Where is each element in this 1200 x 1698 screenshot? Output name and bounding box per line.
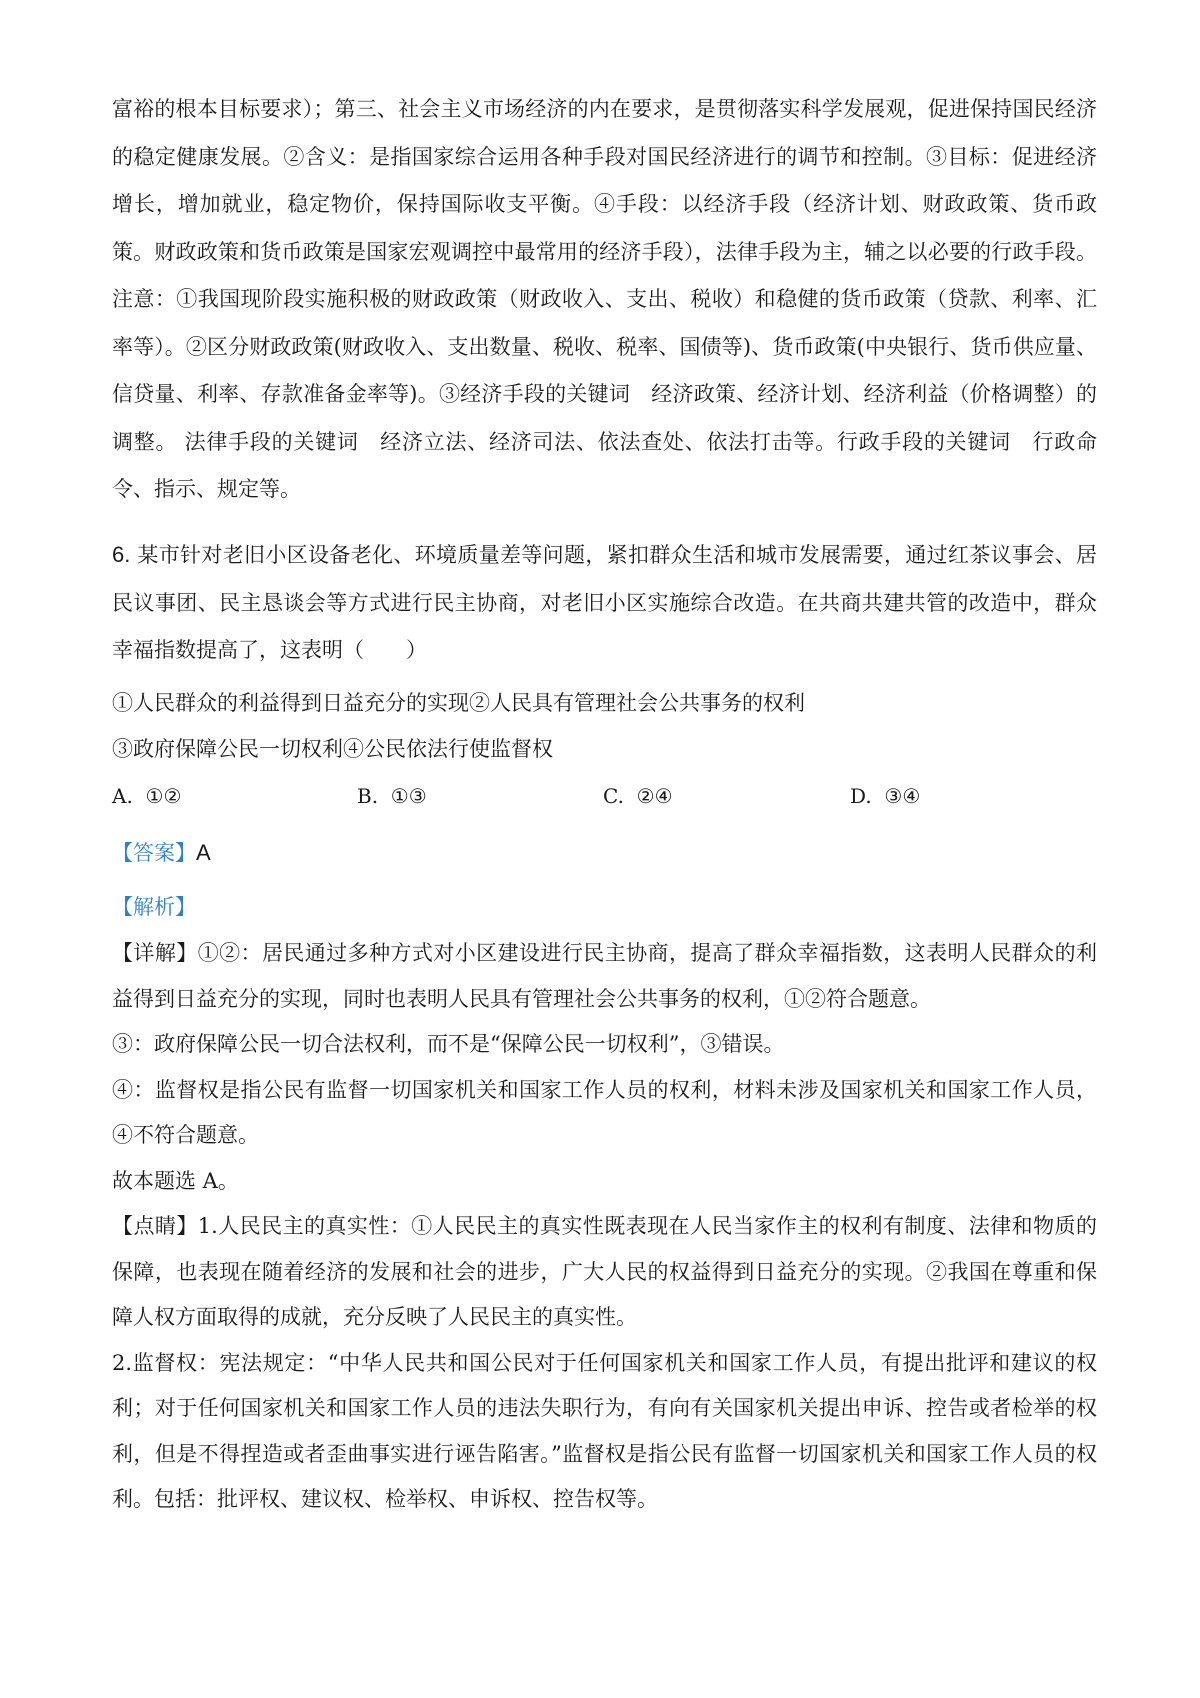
option-d — [850, 781, 920, 811]
option-b — [357, 781, 427, 811]
option-b-label: B. — [357, 784, 379, 808]
analysis-detail: 【详解】①②：居民通过多种方式对小区建设进行民主协商，提高了群众幸福指数，这表明人民群众的利益得到日益充分的实现，同时也表明人民具有管理社会公共事务的权利，①②符合题意。 — [112, 941, 1097, 1011]
analysis-key-point-2: 2.监督权：宪法规定：“中华人民共和国公民对于任何国家机关和国家工作人员，有提出批评和建议的权利；对于任何国家机关和国家工作人员的违法失职行为，有向有关国家机关提出申诉、控告或者检举的权利，但是不得捏造或者歪曲事实进行诬告陷害。”监督权是指公民有监督一切国家机关和国家工作人员的权利。包括：批评权、建议权、检举权、申诉权、控告权等。 — [112, 1350, 1097, 1511]
previous-explanation-text: 富裕的根本目标要求）；第三、社会主义市场经济的内在要求，是贯彻落实科学发展观，促进保持国民经济的稳定健康发展。②含义：是指国家综合运用各种手段对国民经济进行的调节和控制。③目标：促进经济增长，增加就业，稳定物价，保持国际收支平衡。④手段：以经济手段（经济计划、财政政策、货币政策。财政政策和货币政策是国家宏观调控中最常用的经济手段），法律手段为主，辅之以必要的行政手段。注意：①我国现阶段实施积极的财政政策（财政收入、支出、税收）和稳健的货币政策（贷款、利率、汇率等）。②区分财政政策(财政收入、支出数量、税收、税率、国债等)、货币政策(中央银行、货币供应量、信贷量、利率、存款准备金率等)。③经济手段的关键词 经济政策、经济计划、经济利益（价格调整）的调整。 法律手段的关键词 经济立法、经济司法、依法查处、依法打击等。行政手段的关键词 行政命令、指示、规定等。 — [112, 97, 1097, 501]
question-number: 6. — [112, 542, 131, 567]
option-b-text: ①③ — [390, 784, 427, 808]
question-text: 某市针对老旧小区设备老化、环境质量差等问题，紧扣群众生活和城市发展需要，通过红茶议事会、居民议事团、民主恳谈会等方式进行民主协商，对老旧小区实施综合改造。在共商共建共管的改造中，群众幸福指数提高了，这表明（ ） — [112, 543, 1097, 662]
option-a-text: ①② — [145, 784, 182, 808]
answer-line — [112, 838, 211, 868]
analysis-heading — [112, 892, 196, 922]
analysis-key-point-1: 【点睛】1.人民民主的真实性：①人民民主的真实性既表现在人民当家作主的权利有制度、法律和物质的保障，也表现在随着经济的发展和社会的进步，广大人民的权益得到日益充分的实现。②我国在尊重和保障人权方面取得的成就，充分反映了人民民主的真实性。 — [112, 1214, 1097, 1329]
analysis-body — [112, 931, 1097, 1523]
analysis-point-4: ④：监督权是指公民有监督一切国家机关和国家工作人员的权利，材料未涉及国家机关和国家工作人员，④不符合题意。 — [112, 1077, 1097, 1147]
option-d-text: ③④ — [884, 784, 921, 808]
option-c — [603, 781, 673, 811]
previous-explanation — [112, 86, 1097, 514]
answer-tag: 【答案】 — [112, 841, 196, 865]
analysis-point-3: ③：政府保障公民一切合法权利，而不是“保障公民一切权利”，③错误。 — [112, 1032, 785, 1056]
statement-line-2: ③政府保障公民一切权利④公民依法行使监督权 — [112, 737, 553, 761]
analysis-conclusion: 故本题选 A。 — [112, 1168, 239, 1193]
option-d-label: D. — [850, 784, 872, 808]
question-stem — [112, 531, 1097, 675]
option-c-text: ②④ — [636, 784, 673, 808]
statement-line-1: ①人民群众的利益得到日益充分的实现②人民具有管理社会公共事务的权利 — [112, 691, 805, 715]
answer-value: A — [196, 840, 211, 865]
option-a — [112, 781, 181, 811]
option-a-label: A. — [112, 784, 133, 808]
option-c-label: C. — [603, 784, 624, 808]
analysis-tag: 【解析】 — [112, 895, 196, 919]
